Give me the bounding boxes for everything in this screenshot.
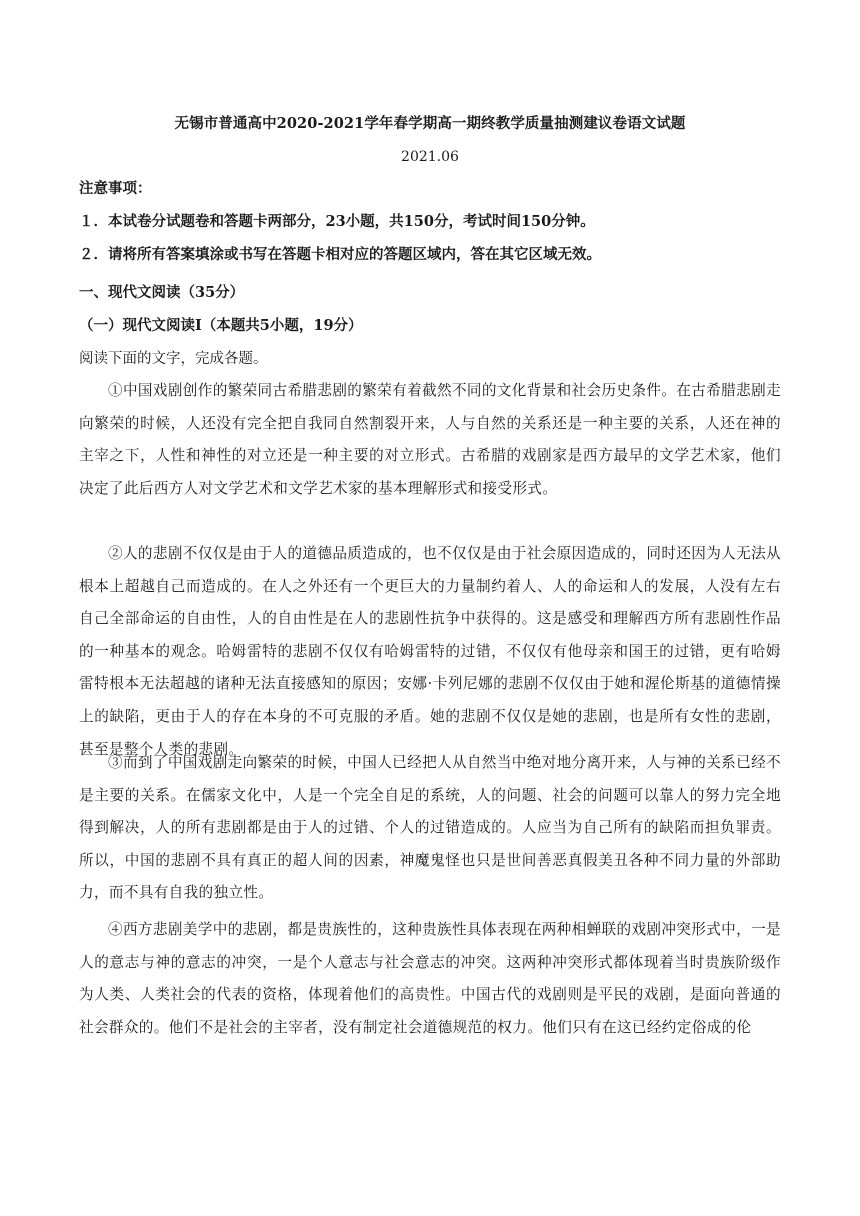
paragraph-1: ①中国戏剧创作的繁荣同古希腊悲剧的繁荣有着截然不同的文化背景和社会历史条件。在古希腊悲剧走向繁荣的时候，人还没有完全把自我同自然割裂开来，人与自然的关系还是一种主要的关系，人还在神的主宰之下，人性和神性的对立还是一种主要的对立形式。古希腊的戏剧家是西方最早的文学艺术家，他们决定了此后西方人对文学艺术和文学艺术家的基本理解形式和接受形式。 bbox=[79, 382, 781, 497]
notice-heading: 注意事项： bbox=[79, 180, 152, 197]
exam-date: 2021.06 bbox=[401, 149, 459, 165]
paragraph-2: ②人的悲剧不仅仅是由于人的道德品质造成的，也不仅仅是由于社会原因造成的，同时还因为人无法从根本上超越自己而造成的。在人之外还有一个更巨大的力量制约着人、人的命运和人的发展，人没有左右自己全部命运的自由性，人的自由性是在人的悲剧性抗争中获得的。这是感受和理解西方所有悲剧性作品的一种基本的观念。哈姆雷特的悲剧不仅仅有哈姆雷特的过错，不仅仅有他母亲和国王的过错，更有哈姆雷特根本无法超越的诸种无法直接感知的原因；安娜·卡列尼娜的悲剧不仅仅由于她和渥伦斯基的道德情操上的缺陷，更由于人的存在本身的不可克服的矛盾。她的悲剧不仅仅是她的悲剧，也是所有女性的悲剧，甚至是整个人类的悲剧。 bbox=[79, 545, 781, 758]
paragraph-3: ③而到了中国戏剧走向繁荣的时候，中国人已经把人从自然当中绝对地分离开来，人与神的关系已经不是主要的关系。在儒家文化中，人是一个完全自足的系统，人的问题、社会的问题可以靠人的努力完全地得到解决，人的所有悲剧都是由于人的过错、个人的过错造成的。人应当为自己所有的缺陷而担负罪责。所以，中国的悲剧不具有真正的超人间的因素，神魔鬼怪也只是世间善恶真假美丑各种不同力量的外部助力，而不具有自我的独立性。 bbox=[79, 754, 781, 902]
section-subheading: （一）现代文阅读Ⅰ（本题共5小题，19分） bbox=[79, 317, 363, 334]
notice-item-2: ２．请将所有答案填涂或书写在答题卡相对应的答题区域内，答在其它区域无效。 bbox=[79, 246, 601, 263]
reading-instruction: 阅读下面的文字，完成各题。 bbox=[79, 351, 268, 367]
paragraph-4: ④西方悲剧美学中的悲剧，都是贵族性的，这种贵族性具体表现在两种相蝉联的戏剧冲突形式中，一是人的意志与神的意志的冲突，一是个人意志与社会意志的冲突。这两种冲突形式都体现着当时贵族阶级作为人类、人类社会的代表的资格，体现着他们的高贵性。中国古代的戏剧则是平民的戏剧，是面向普通的社会群众的。他们不是社会的主宰者，没有制定社会道德规范的权力。他们只有在这已经约定俗成的伦 bbox=[79, 921, 781, 1036]
notice-item-1: １．本试卷分试题卷和答题卡两部分，23小题，共150分，考试时间150分钟。 bbox=[79, 213, 595, 230]
exam-title: 无锡市普通高中2020-2021学年春学期高一期终教学质量抽测建议卷语文试题 bbox=[174, 115, 686, 132]
section-heading: 一、现代文阅读（35分） bbox=[79, 284, 245, 301]
